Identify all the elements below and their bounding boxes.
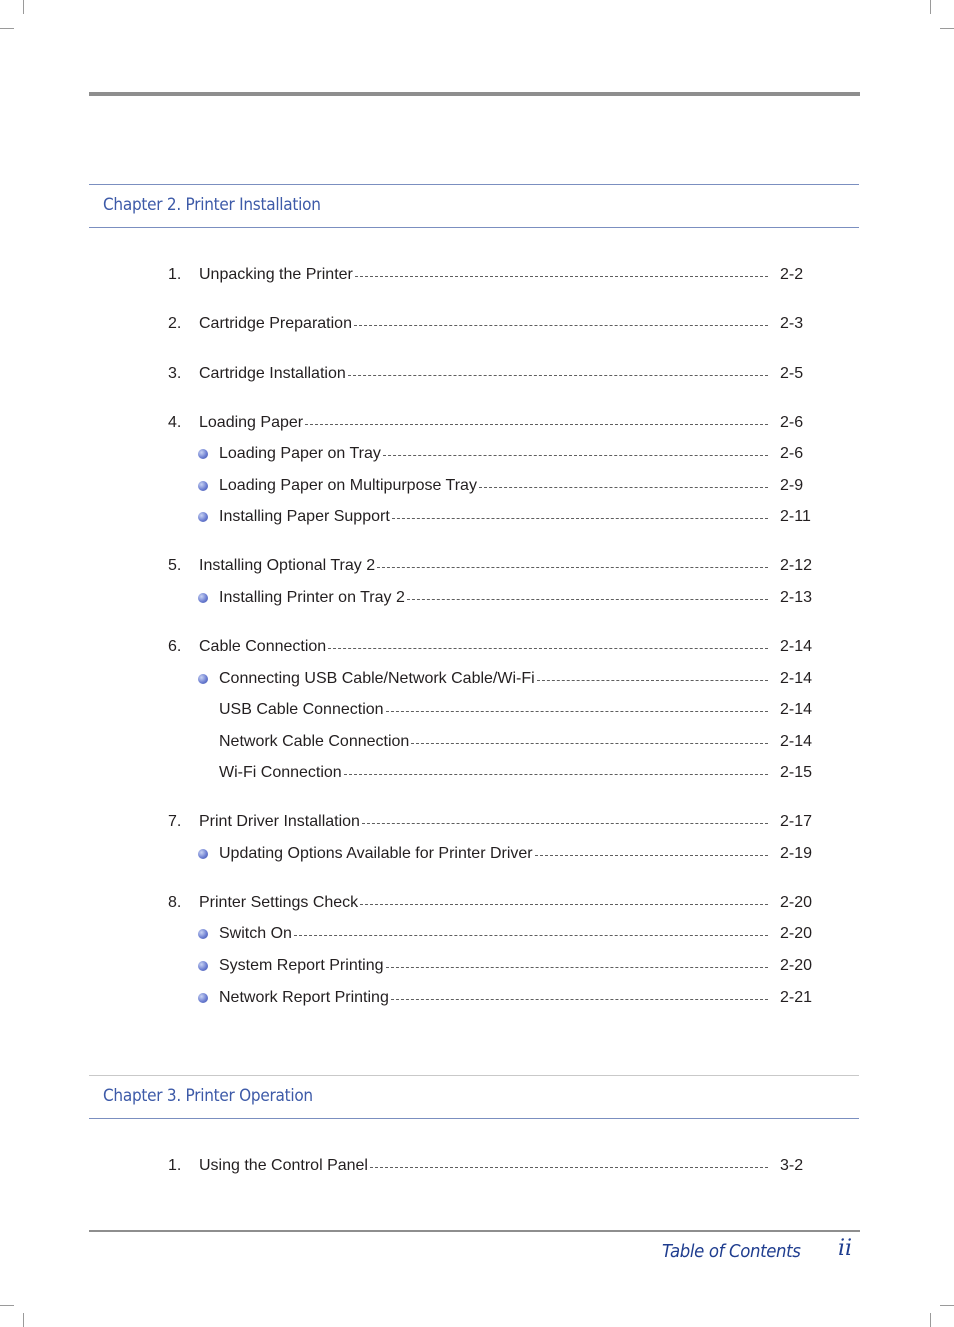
bullet-icon: [198, 674, 208, 684]
entry-label: System Report Printing: [219, 957, 384, 974]
entry-label: Installing Paper Support: [219, 508, 390, 525]
entry-page: 2-20: [780, 925, 813, 942]
crop-mark: [940, 28, 954, 29]
entry-label: Loading Paper on Multipurpose Tray: [219, 477, 477, 494]
entry-body: [219, 668, 768, 690]
entry-label: Wi-Fi Connection: [219, 764, 342, 781]
entry-label: Printer Settings Check: [199, 894, 359, 911]
entry-number: 5.: [168, 557, 182, 574]
bullet-icon: [198, 849, 208, 859]
entry-label: Network Cable Connection: [219, 733, 410, 750]
chapter-title: Chapter 3. Printer Operation: [103, 1086, 313, 1106]
bullet-icon: [198, 593, 208, 603]
toc-subentry[interactable]: [168, 923, 814, 945]
bullet-icon: [198, 929, 208, 939]
toc-subentry[interactable]: [168, 843, 814, 865]
toc-entry[interactable]: [168, 1155, 814, 1177]
entry-page: 2-20: [780, 957, 813, 974]
dot-leader: [354, 325, 768, 327]
dot-leader: [407, 599, 768, 601]
toc-entry[interactable]: [168, 264, 814, 286]
entry-body: [199, 412, 768, 434]
dot-leader: [344, 774, 768, 776]
entry-label: Using the Control Panel: [199, 1157, 368, 1174]
entry-page: 2-13: [780, 589, 813, 606]
entry-label: Installing Optional Tray 2: [199, 557, 376, 574]
entry-body: [219, 443, 768, 465]
dot-leader: [362, 823, 768, 825]
crop-mark: [930, 0, 931, 14]
dot-leader: [386, 711, 768, 713]
entry-page: 2-3: [780, 315, 804, 332]
toc-subsubentry[interactable]: [168, 762, 814, 784]
bullet-icon: [198, 961, 208, 971]
crop-mark: [940, 1305, 954, 1306]
dot-leader: [328, 648, 768, 650]
toc-entry[interactable]: [168, 811, 814, 833]
crop-mark: [0, 1305, 14, 1306]
toc-entry[interactable]: [168, 636, 814, 658]
entry-page: 2-12: [780, 557, 813, 574]
entry-page: 2-19: [780, 845, 813, 862]
entry-page: 2-5: [780, 365, 804, 382]
entry-page: 2-14: [780, 701, 813, 718]
entry-page: 2-6: [780, 414, 804, 431]
dot-leader: [383, 455, 768, 457]
entry-number: 1.: [168, 266, 182, 283]
toc-entry[interactable]: [168, 363, 814, 385]
entry-page: 2-21: [780, 989, 813, 1006]
entry-number: 1.: [168, 1157, 182, 1174]
crop-mark: [0, 28, 14, 29]
entry-body: [199, 363, 768, 385]
crop-mark: [930, 1313, 931, 1327]
entry-page: 3-2: [780, 1157, 804, 1174]
entry-page: 2-9: [780, 477, 804, 494]
entry-body: [199, 555, 768, 577]
entry-page: 2-15: [780, 764, 813, 781]
entry-label: Cartridge Installation: [199, 365, 346, 382]
crop-mark: [23, 0, 24, 14]
entry-body: [219, 506, 768, 528]
entry-body: [219, 731, 768, 753]
entry-number: 8.: [168, 894, 182, 911]
dot-leader: [355, 276, 768, 278]
entry-label: Cartridge Preparation: [199, 315, 352, 332]
entry-body: [199, 313, 768, 335]
header-rule: [89, 92, 860, 96]
entry-body: [219, 762, 768, 784]
entry-body: [219, 699, 768, 721]
entry-page: 2-14: [780, 670, 813, 687]
entry-page: 2-6: [780, 445, 804, 462]
toc-subentry[interactable]: [168, 475, 814, 497]
dot-leader: [411, 743, 768, 745]
toc-subentry[interactable]: [168, 587, 814, 609]
entry-body: [219, 987, 768, 1009]
dot-leader: [305, 424, 768, 426]
entry-body: [199, 264, 768, 286]
chapter-heading: [89, 1075, 859, 1119]
toc-subentry[interactable]: [168, 955, 814, 977]
toc-entry[interactable]: [168, 555, 814, 577]
chapter-heading: [89, 184, 859, 228]
chapter-title: Chapter 2. Printer Installation: [103, 195, 321, 215]
bullet-icon: [198, 481, 208, 491]
entry-page: 2-17: [780, 813, 813, 830]
entry-label: Unpacking the Printer: [199, 266, 353, 283]
entry-body: [199, 1155, 768, 1177]
bullet-icon: [198, 449, 208, 459]
entry-label: Loading Paper: [199, 414, 304, 431]
dot-leader: [370, 1167, 768, 1169]
entry-label: Updating Options Available for Printer Driver: [219, 845, 533, 862]
entry-body: [219, 955, 768, 977]
entry-number: 6.: [168, 638, 182, 655]
entry-label: Print Driver Installation: [199, 813, 360, 830]
entry-number: 3.: [168, 365, 182, 382]
entry-page: 2-14: [780, 733, 813, 750]
entry-body: [219, 475, 768, 497]
toc-subentry[interactable]: [168, 987, 814, 1009]
entry-page: 2-11: [780, 508, 811, 525]
footer-label: Table of Contents: [662, 1241, 801, 1262]
entry-body: [199, 636, 768, 658]
toc-subentry[interactable]: [168, 506, 814, 528]
dot-leader: [392, 518, 768, 520]
entry-number: 7.: [168, 813, 182, 830]
entry-label: Network Report Printing: [219, 989, 389, 1006]
toc-entry[interactable]: [168, 313, 814, 335]
entry-body: [199, 892, 768, 914]
dot-leader: [360, 904, 768, 906]
entry-body: [199, 811, 768, 833]
toc-subsubentry[interactable]: [168, 731, 814, 753]
dot-leader: [294, 935, 768, 937]
dot-leader: [348, 375, 768, 377]
entry-page: 2-20: [780, 894, 813, 911]
dot-leader: [479, 487, 768, 489]
entry-label: Switch On: [219, 925, 292, 942]
footer-rule: [89, 1230, 860, 1232]
bullet-icon: [198, 512, 208, 522]
entry-label: USB Cable Connection: [219, 701, 384, 718]
crop-mark: [23, 1313, 24, 1327]
bullet-icon: [198, 993, 208, 1003]
entry-body: [219, 923, 768, 945]
toc-subentry[interactable]: [168, 443, 814, 465]
toc-entry[interactable]: [168, 892, 814, 914]
entry-number: 2.: [168, 315, 182, 332]
dot-leader: [386, 967, 768, 969]
entry-label: Loading Paper on Tray: [219, 445, 381, 462]
toc-entry[interactable]: [168, 412, 814, 434]
entry-label: Cable Connection: [199, 638, 327, 655]
toc-subsubentry[interactable]: [168, 699, 814, 721]
entry-page: 2-14: [780, 638, 813, 655]
dot-leader: [391, 999, 768, 1001]
entry-page: 2-2: [780, 266, 804, 283]
entry-body: [219, 587, 768, 609]
entry-label: Connecting USB Cable/Network Cable/Wi-Fi: [219, 670, 535, 687]
entry-number: 4.: [168, 414, 182, 431]
toc-subentry[interactable]: [168, 668, 814, 690]
entry-label: Installing Printer on Tray 2: [219, 589, 405, 606]
footer-page-number: ii: [838, 1236, 853, 1261]
dot-leader: [377, 567, 768, 569]
dot-leader: [537, 680, 768, 682]
dot-leader: [535, 855, 768, 857]
entry-body: [219, 843, 768, 865]
